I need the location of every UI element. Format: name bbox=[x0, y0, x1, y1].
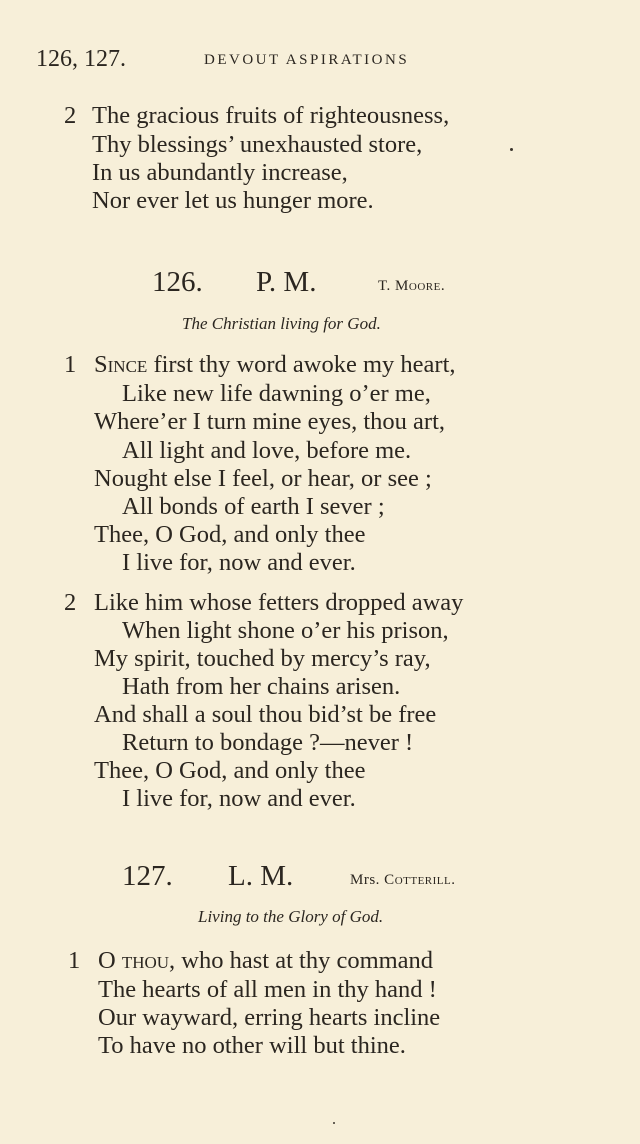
verse-line: My spirit, touched by mercy’s ray, bbox=[94, 645, 431, 672]
verse-number: 2 bbox=[64, 589, 77, 616]
hymn-subtitle: The Christian living for God. bbox=[182, 314, 381, 333]
verse-line: Hath from her chains arisen. bbox=[122, 673, 401, 700]
running-head bbox=[36, 46, 600, 76]
verse-line: Since first thy word awoke my heart, bbox=[94, 351, 456, 378]
hymn-subtitle: Living to the Glory of God. bbox=[198, 907, 384, 926]
ink-speck bbox=[510, 148, 513, 151]
verse-line: All light and love, before me. bbox=[122, 437, 412, 464]
verse-line: Our wayward, erring hearts incline bbox=[98, 1004, 441, 1031]
verse-line: Thee, O God, and only thee bbox=[94, 757, 366, 784]
verse-number: 1 bbox=[64, 351, 77, 378]
hymn-author: Mrs. Cotterill. bbox=[350, 872, 456, 888]
verse-line: Return to bondage ?—never ! bbox=[122, 729, 414, 756]
verse-line: Like him whose fetters dropped away bbox=[94, 589, 464, 616]
verse-line: And shall a soul thou bid’st be free bbox=[94, 701, 437, 728]
verse-line: All bonds of earth I sever ; bbox=[122, 493, 385, 520]
hymn-number: 126. bbox=[152, 266, 203, 298]
verse-line: Where’er I turn mine eyes, thou art, bbox=[94, 408, 446, 435]
verse-line: I live for, now and ever. bbox=[122, 785, 356, 812]
verse-line: Nor ever let us hunger more. bbox=[92, 187, 374, 214]
verse-line: The hearts of all men in thy hand ! bbox=[98, 976, 437, 1003]
verse-line: Nought else I feel, or hear, or see ; bbox=[94, 465, 432, 492]
ink-speck bbox=[333, 1122, 335, 1124]
running-title: DEVOUT ASPIRATIONS bbox=[204, 52, 410, 68]
hymn-author: T. Moore. bbox=[378, 278, 446, 294]
verse-line: Like new life dawning o’er me, bbox=[122, 380, 431, 407]
verse-number: 1 bbox=[68, 947, 81, 974]
verse-line: In us abundantly increase, bbox=[92, 159, 348, 186]
page-numbers: 126, 127. bbox=[36, 46, 126, 72]
verse-line: O thou, who hast at thy command bbox=[98, 947, 434, 974]
verse-line: Thy blessings’ unexhausted store, bbox=[92, 131, 423, 158]
hymn-meter: L. M. bbox=[228, 860, 294, 892]
verse-line: I live for, now and ever. bbox=[122, 549, 356, 576]
verse-line: Thee, O God, and only thee bbox=[94, 521, 366, 548]
verse-line: To have no other will but thine. bbox=[98, 1032, 406, 1059]
verse-number: 2 bbox=[64, 102, 77, 129]
verse-line: When light shone o’er his prison, bbox=[122, 617, 449, 644]
verse-line: The gracious fruits of righteousness, bbox=[92, 102, 450, 129]
hymn-meter: P. M. bbox=[256, 266, 317, 298]
hymn-number: 127. bbox=[122, 860, 173, 892]
